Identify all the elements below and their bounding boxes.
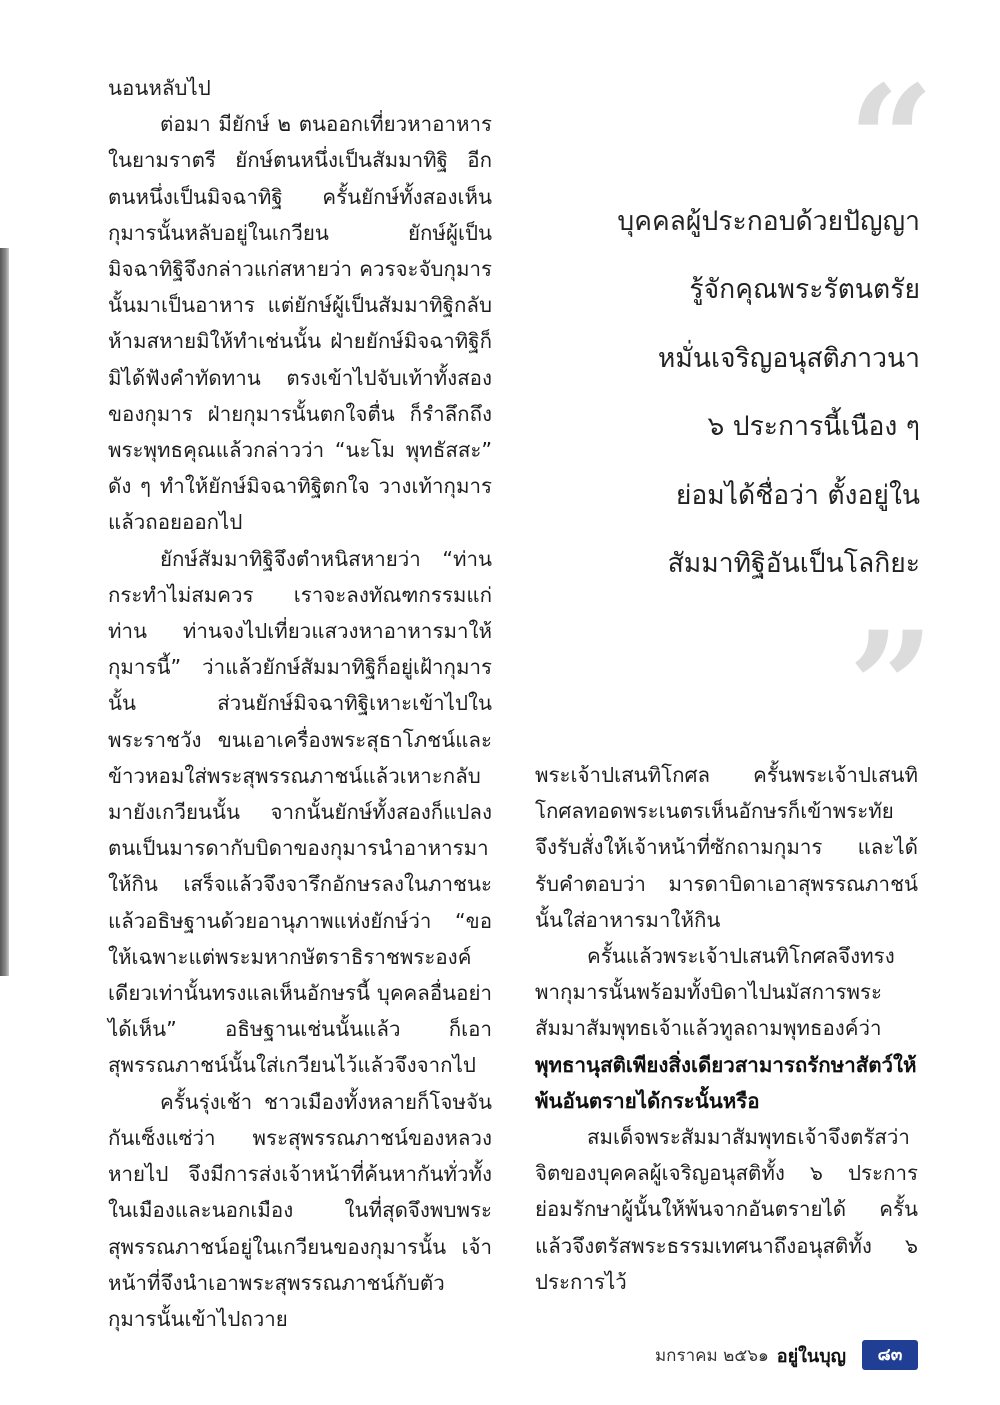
pull-quote-line: ย่อมได้ชื่อว่า ตั้งอยู่ใน: [675, 479, 920, 511]
pull-quote-line: สัมมาทิฐิอันเป็นโลกิยะ: [667, 548, 920, 580]
pull-quote-line: บุคคลผู้ประกอบด้วยปัญญา: [617, 206, 920, 237]
page-number: ๘๓: [862, 1340, 918, 1370]
paragraph-6-text: ครั้นแล้วพระเจ้าปเสนทิโกศลจึงทรงพากุมารนั้นพร้อมทั้งบิดาไปนมัสการพระสัมมาสัมพุทธเจ้าแล้วทูลถามพุทธองค์ว่า: [535, 944, 895, 1041]
paragraph-1: นอนหลับไป: [108, 76, 211, 100]
pull-quote-line: หมั่นเจริญอนุสติภาวนา: [657, 342, 920, 374]
pull-quote: [540, 188, 920, 598]
left-column: [108, 70, 492, 1337]
paragraph-7: สมเด็จพระสัมมาสัมพุทธเจ้าจึงตรัสว่า จิตของบุคคลผู้เจริญอนุสติทั้ง ๖ ประการ ย่อมรักษาผู้นั้นให้พ้นจากอันตรายได้ ครั้นแล้วจึงตรัสพระธรรมเทศนาถึงอนุสติทั้ง ๖ ประการไว้: [535, 1125, 918, 1294]
close-quote-mark: ”: [848, 599, 935, 775]
magazine-name: อยู่ในบุญ: [776, 1345, 846, 1367]
open-quote-mark: “: [848, 53, 935, 229]
pull-quote-line: ๖ ประการนี้เนือง ๆ: [707, 411, 920, 443]
page-edge-bar: [0, 248, 9, 976]
issue-date: มกราคม ๒๕๖๑: [654, 1345, 769, 1366]
highlighted-question: พุทธานุสติเพียงสิ่งเดียวสามารถรักษาสัตว์ให้พ้นอันตรายได้กระนั้นหรือ: [535, 1052, 917, 1113]
page-footer: [655, 1340, 918, 1370]
paragraph-5: พระเจ้าปเสนทิโกศล ครั้นพระเจ้าปเสนทิโกศลทอดพระเนตรเห็นอักษรก็เข้าพระทัย จึงรับสั่งให้เจ้าหน้าที่ซักถามกุมาร และได้รับคำตอบว่า มารดาบิดาเอาสุพรรณภาชน์นั้นใส่อาหารมาให้กิน: [535, 763, 918, 932]
paragraph-6: [535, 938, 918, 1119]
paragraph-4: ครั้นรุ่งเช้า ชาวเมืองทั้งหลายก็โจษจันกันเซ็งแซ่ว่า พระสุพรรณภาชน์ของหลวงหายไป จึงมีการส่งเจ้าหน้าที่ค้นหากันทั่วทั้งในเมืองและนอกเมือง ในที่สุดจึงพบพระสุพรรณภาชน์อยู่ในเกวียนของกุมารนั้น เจ้าหน้าที่จึงนำเอาพระสุพรรณภาชน์กับตัวกุมารนั้นเข้าไปถวาย: [108, 1089, 492, 1331]
paragraph-3: ยักษ์สัมมาทิฐิจึงตำหนิสหายว่า “ท่านกระทำไม่สมควร เราจะลงทัณฑกรรมแก่ท่าน ท่านจงไปเที่ยวแสวงหาอาหารมาให้กุมารนี้” ว่าแล้วยักษ์สัมมาทิฐิก็อยู่เฝ้ากุมารนั้น ส่วนยักษ์มิจฉาทิฐิเหาะเข้าไปในพระราชวัง ขนเอาเครื่องพระสุธาโภชน์และข้าวหอมใส่พระสุพรรณภาชน์แล้วเหาะกลับมายังเกวียนนั้น จากนั้นยักษ์ทั้งสองก็แปลงตนเป็นมารดากับบิดาของกุมารนำอาหารมาให้กิน เสร็จแล้วจึงจารึกอักษรลงในภาชนะ แล้วอธิษฐานด้วยอานุภาพแห่งยักษ์ว่า “ขอให้เฉพาะแต่พระมหากษัตราธิราชพระองค์เดียวเท่านั้นทรงแลเห็นอักษรนี้ บุคคลอื่นอย่าได้เห็น” อธิษฐานเช่นนั้นแล้ว ก็เอาสุพรรณภาชน์นั้นใส่เกวียนไว้แล้วจึงจากไป: [108, 546, 492, 1078]
pull-quote-line: รู้จักคุณพระรัตนตรัย: [689, 274, 920, 306]
right-column: [535, 757, 918, 1300]
paragraph-2: ต่อมา มียักษ์ ๒ ตนออกเที่ยวหาอาหารในยามราตรี ยักษ์ตนหนึ่งเป็นสัมมาทิฐิ อีกตนหนึ่งเป็นมิจฉาทิฐิ ครั้นยักษ์ทั้งสองเห็นกุมารนั้นหลับอยู่ในเกวียน ยักษ์ผู้เป็นมิจฉาทิฐิจึงกล่าวแก่สหายว่า ควรจะจับกุมารนั้นมาเป็นอาหาร แต่ยักษ์ผู้เป็นสัมมาทิฐิกลับห้ามสหายมิให้ทำเช่นนั้น ฝ่ายยักษ์มิจฉาทิฐิก็มิได้ฟังคำทัดทาน ตรงเข้าไปจับเท้าทั้งสองของกุมาร ฝ่ายกุมารนั้นตกใจตื่น ก็รำลึกถึงพระพุทธคุณแล้วกล่าวว่า “นะโม พุทธัสสะ” ดัง ๆ ทำให้ยักษ์มิจฉาทิฐิตกใจ วางเท้ากุมารแล้วถอยออกไป: [108, 112, 492, 535]
